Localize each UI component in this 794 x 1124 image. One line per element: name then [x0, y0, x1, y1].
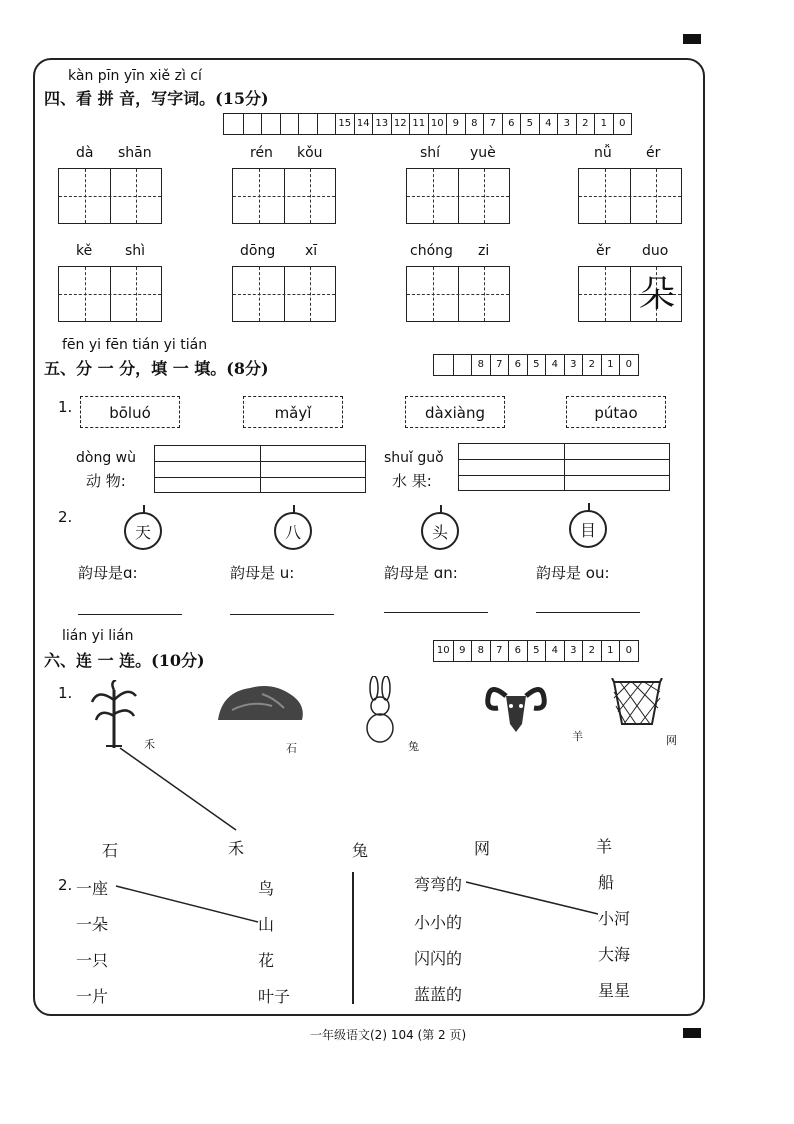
apple-character: 头	[421, 512, 459, 550]
score-cell[interactable]: 6	[508, 641, 527, 661]
score-cell[interactable]: 9	[453, 641, 472, 661]
section6-score-bar	[433, 640, 639, 662]
pinyin-label: nǚ	[594, 145, 612, 161]
measure-word[interactable]: 一只	[76, 951, 109, 970]
score-cell[interactable]: 7	[490, 355, 509, 375]
animal-label: 动 物:	[86, 472, 126, 490]
answer-line[interactable]	[78, 614, 182, 615]
page-footer: 一年级语文(2) 104 (第 2 页)	[310, 1028, 467, 1042]
rock-picture[interactable]	[212, 680, 308, 728]
score-cell[interactable]: 9	[446, 114, 465, 134]
pinyin-label: chóng	[410, 243, 453, 259]
goat-picture[interactable]	[484, 680, 548, 734]
column-divider	[352, 872, 354, 1004]
animal-pinyin: dòng wù	[76, 450, 136, 466]
answer-line[interactable]	[384, 612, 488, 613]
question-number: 1.	[58, 684, 73, 702]
picture-glyph: 网	[666, 734, 677, 747]
score-cell[interactable]: 10	[428, 114, 447, 134]
score-cell[interactable]	[243, 114, 262, 134]
noun-word[interactable]: 小河	[598, 909, 631, 928]
measure-word[interactable]: 一朵	[76, 915, 109, 934]
adjective-word[interactable]: 小小的	[414, 913, 463, 932]
match-word[interactable]: 石	[102, 841, 119, 860]
net-picture[interactable]	[610, 678, 664, 728]
score-cell[interactable]: 13	[372, 114, 391, 134]
score-cell[interactable]: 4	[539, 114, 558, 134]
score-cell[interactable]	[224, 114, 243, 134]
adjective-word[interactable]: 蓝蓝的	[414, 985, 463, 1004]
pinyin-label: shān	[118, 145, 152, 161]
section6-title: 六、连 一 连。(10分)	[44, 651, 205, 670]
score-cell[interactable]: 3	[557, 114, 576, 134]
pinyin-label: dōng	[240, 243, 276, 259]
pinyin-label: rén	[250, 145, 273, 161]
score-cell[interactable]: 6	[502, 114, 521, 134]
noun-word[interactable]: 花	[258, 951, 275, 970]
match-word[interactable]: 禾	[228, 839, 245, 858]
score-cell[interactable]: 8	[465, 114, 484, 134]
score-cell[interactable]	[453, 355, 472, 375]
corner-marker	[683, 34, 701, 44]
question-number: 2.	[58, 876, 73, 894]
fruit-pinyin: shuǐ guǒ	[384, 450, 444, 466]
score-cell[interactable]: 3	[564, 641, 583, 661]
section4-score-bar	[223, 113, 632, 135]
score-cell[interactable]: 15	[335, 114, 354, 134]
vowel-prompt: 韵母是 ɑn:	[384, 564, 458, 582]
apple-character: 天	[124, 512, 162, 550]
writing-grid[interactable]	[406, 266, 510, 322]
writing-grid[interactable]	[58, 266, 162, 322]
picture-glyph: 兔	[408, 740, 419, 753]
score-cell[interactable]: 14	[354, 114, 373, 134]
match-word[interactable]: 网	[474, 839, 491, 858]
score-cell[interactable]: 0	[619, 355, 638, 375]
adjective-word[interactable]: 闪闪的	[414, 949, 463, 968]
section5-score-bar	[433, 354, 639, 376]
score-cell[interactable]	[434, 355, 453, 375]
score-cell[interactable]: 0	[613, 114, 632, 134]
vowel-prompt: 韵母是ɑ:	[78, 564, 138, 582]
fruit-answer-grid[interactable]	[458, 443, 670, 491]
score-cell[interactable]: 7	[490, 641, 509, 661]
score-cell[interactable]: 11	[409, 114, 428, 134]
vowel-prompt: 韵母是 ou:	[536, 564, 610, 582]
match-word[interactable]: 羊	[596, 837, 613, 856]
score-cell[interactable]: 2	[582, 355, 601, 375]
pinyin-label: shì	[125, 243, 146, 259]
score-cell[interactable]: 10	[436, 645, 450, 656]
writing-grid[interactable]	[232, 168, 336, 224]
score-cell[interactable]: 5	[520, 114, 539, 134]
word-card: mǎyǐ	[243, 396, 343, 428]
score-cell[interactable]	[280, 114, 299, 134]
section5-title: 五、分 一 分，填 一 填。(8分)	[44, 359, 269, 378]
section4-pinyin: kàn pīn yīn xiě zì cí	[68, 68, 202, 84]
pinyin-label: xī	[305, 243, 318, 259]
writing-grid[interactable]	[58, 168, 162, 224]
word-card: bōluó	[80, 396, 180, 428]
corner-marker	[683, 1028, 701, 1038]
score-cell[interactable]: 3	[564, 355, 583, 375]
score-cell[interactable]: 1	[594, 114, 613, 134]
score-cell[interactable]: 8	[471, 641, 490, 661]
section5-pinyin: fēn yi fēn tián yi tián	[62, 337, 208, 353]
pinyin-label: zi	[478, 243, 490, 259]
pinyin-label: yuè	[470, 145, 496, 161]
answer-line[interactable]	[536, 612, 640, 613]
writing-grid[interactable]	[232, 266, 336, 322]
noun-word[interactable]: 大海	[598, 945, 631, 964]
apple-character: 八	[274, 512, 312, 550]
rabbit-picture[interactable]	[360, 676, 404, 746]
measure-word[interactable]: 一片	[76, 987, 109, 1006]
pinyin-label: kě	[76, 243, 93, 259]
pinyin-label: ěr	[596, 243, 611, 259]
score-cell[interactable]: 1	[601, 355, 620, 375]
fruit-label: 水 果:	[392, 472, 432, 490]
picture-glyph: 石	[286, 742, 297, 755]
pinyin-label: kǒu	[297, 145, 323, 161]
vowel-prompt: 韵母是 u:	[230, 564, 295, 582]
score-cell[interactable]: 8	[471, 355, 490, 375]
connection-line	[112, 882, 262, 926]
score-cell[interactable]: 1	[601, 641, 620, 661]
noun-word[interactable]: 叶子	[258, 987, 291, 1006]
writing-grid[interactable]	[578, 266, 682, 322]
score-cell[interactable]: 6	[508, 355, 527, 375]
picture-glyph: 羊	[572, 730, 583, 743]
connection-line	[462, 878, 602, 918]
noun-word[interactable]: 山	[258, 915, 275, 934]
animal-answer-grid[interactable]	[154, 445, 366, 493]
score-cell[interactable]: 5	[527, 355, 546, 375]
score-cell[interactable]	[261, 114, 280, 134]
connection-line	[110, 744, 250, 834]
question-number: 2.	[58, 508, 73, 526]
pinyin-label: shí	[420, 145, 441, 161]
score-cell[interactable]	[317, 114, 336, 134]
section6-pinyin: lián yi lián	[62, 628, 134, 644]
score-cell[interactable]: 12	[391, 114, 410, 134]
pinyin-label: ér	[646, 145, 661, 161]
section4-title: 四、看 拼 音，写字词。(15分)	[44, 89, 269, 108]
picture-glyph: 禾	[144, 738, 155, 751]
measure-word[interactable]: 一座	[76, 879, 109, 898]
score-cell[interactable]: 2	[582, 641, 601, 661]
score-cell[interactable]: 0	[619, 641, 638, 661]
score-cell[interactable]	[298, 114, 317, 134]
noun-word[interactable]: 船	[598, 873, 615, 892]
score-cell[interactable]: 4	[545, 355, 564, 375]
word-card: pútao	[566, 396, 666, 428]
score-cell[interactable]: 5	[527, 641, 546, 661]
pinyin-label: dà	[76, 145, 94, 161]
noun-word[interactable]: 鸟	[258, 879, 275, 898]
rice-plant-picture[interactable]	[88, 680, 140, 750]
writing-grid[interactable]	[578, 168, 682, 224]
answer-line[interactable]	[230, 614, 334, 615]
adjective-word[interactable]: 弯弯的	[414, 875, 463, 894]
score-cell[interactable]: 4	[545, 641, 564, 661]
writing-grid[interactable]	[406, 168, 510, 224]
score-cell[interactable]: 7	[483, 114, 502, 134]
match-word[interactable]: 兔	[352, 841, 369, 860]
word-card: dàxiàng	[405, 396, 505, 428]
score-cell[interactable]: 2	[576, 114, 595, 134]
noun-word[interactable]: 星星	[598, 981, 631, 1000]
apple-character: 目	[569, 510, 607, 548]
prefilled-character: 朵	[638, 274, 675, 315]
question-number: 1.	[58, 398, 73, 416]
pinyin-label: duo	[642, 243, 669, 259]
